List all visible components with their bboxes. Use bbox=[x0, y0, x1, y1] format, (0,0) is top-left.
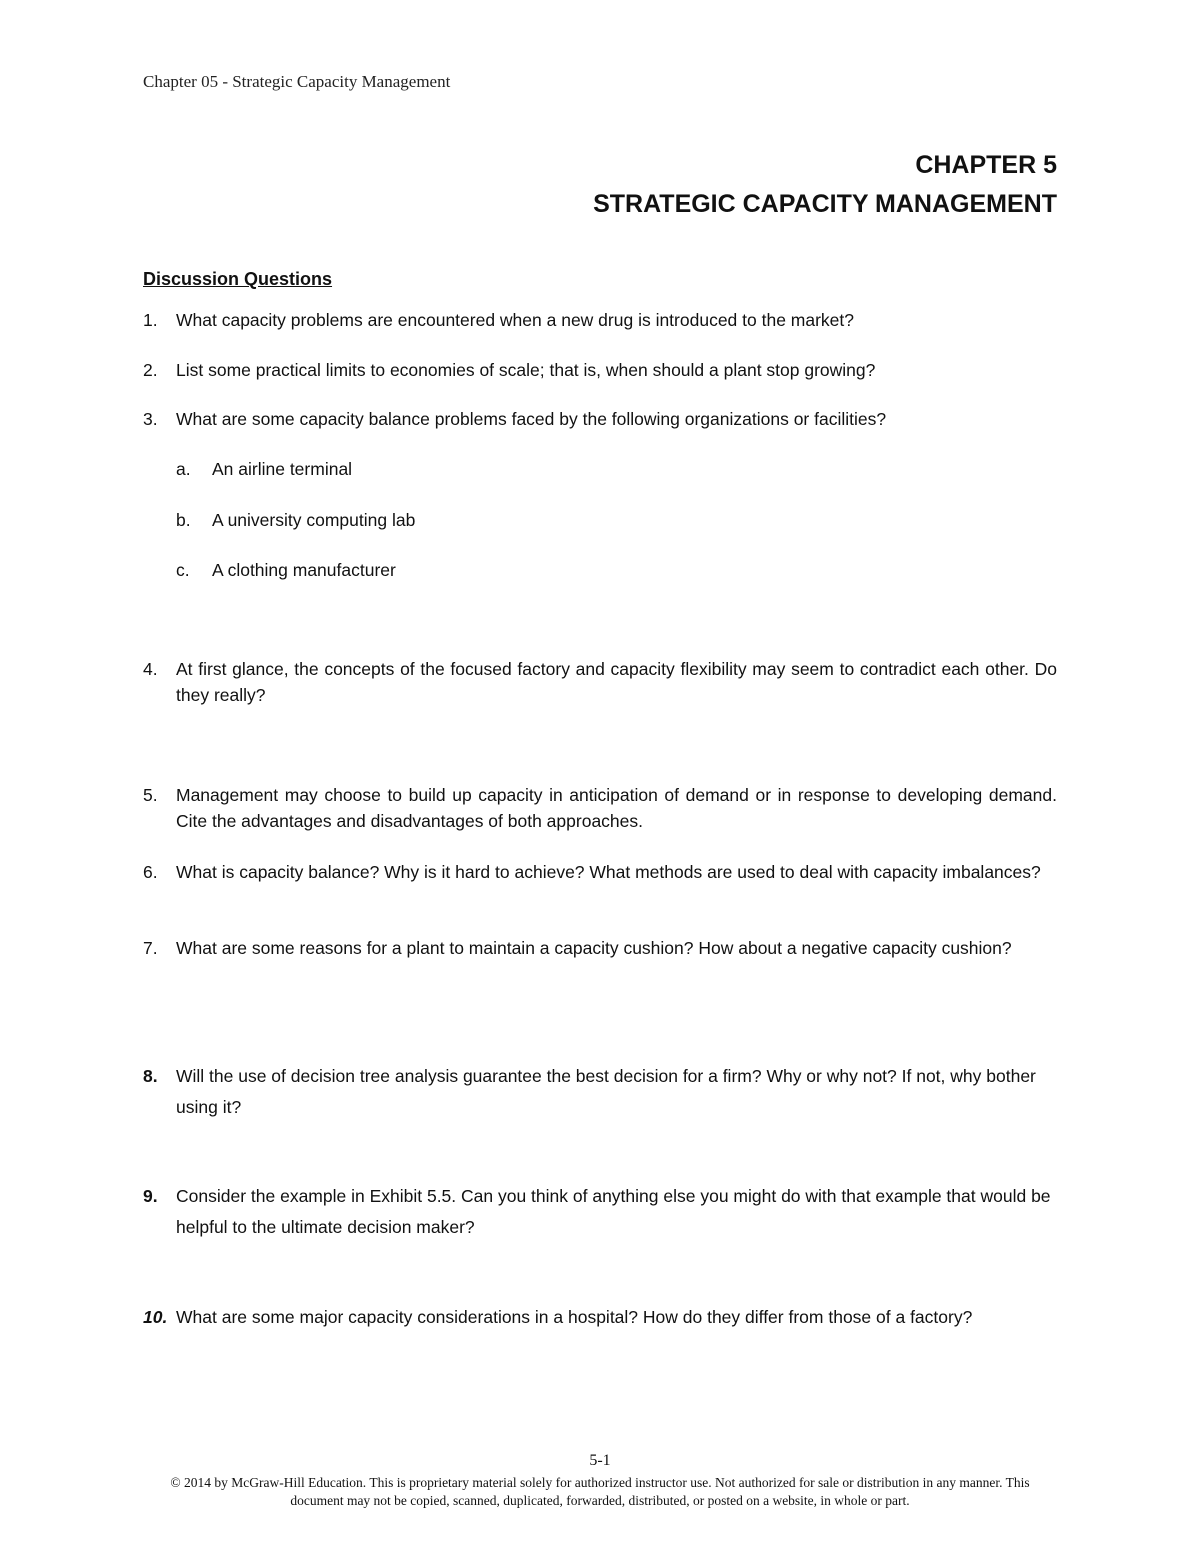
subitem-text: An airline terminal bbox=[212, 459, 353, 479]
chapter-title-block bbox=[593, 146, 1057, 224]
question-2 bbox=[143, 357, 1057, 383]
question-text: What capacity problems are encountered when a new drug is introduced to the market? bbox=[176, 310, 855, 330]
question-3 bbox=[143, 406, 1057, 432]
question-number: 1. bbox=[143, 310, 158, 330]
subitem-letter: c. bbox=[176, 560, 190, 580]
question-number: 7. bbox=[143, 938, 158, 958]
question-number: 2. bbox=[143, 360, 158, 380]
page-number: 5-1 bbox=[589, 1452, 611, 1469]
question-text: List some practical limits to economies of scale; that is, when should a plant stop growing? bbox=[176, 360, 876, 380]
section-heading: Discussion Questions bbox=[143, 269, 333, 289]
question-number: 6. bbox=[143, 862, 158, 882]
question-number: 4. bbox=[143, 659, 158, 679]
question-number: 9. bbox=[143, 1186, 158, 1206]
question-9 bbox=[143, 1181, 1057, 1243]
question-text: Management may choose to build up capacity in anticipation of demand or in response to developing demand. Cite the advantages and disadvantages of both approaches. bbox=[176, 785, 1057, 831]
question-5 bbox=[143, 782, 1057, 834]
subitem-text: A clothing manufacturer bbox=[212, 560, 396, 580]
question-7 bbox=[143, 935, 1057, 961]
question-text: What are some reasons for a plant to maintain a capacity cushion? How about a negative capacity cushion? bbox=[176, 938, 1012, 958]
subitem-a bbox=[176, 456, 352, 482]
question-number: 5. bbox=[143, 785, 158, 805]
question-8 bbox=[143, 1061, 1057, 1123]
question-text: Consider the example in Exhibit 5.5. Can you think of anything else you might do with that example that would be helpful to the ultimate decision maker? bbox=[176, 1186, 1051, 1237]
question-text: Will the use of decision tree analysis guarantee the best decision for a firm? Why or why not? If not, why bother using it? bbox=[176, 1066, 1036, 1117]
question-text: What are some major capacity considerations in a hospital? How do they differ from those of a factory? bbox=[176, 1307, 973, 1327]
question-6 bbox=[143, 859, 1057, 885]
subitem-letter: a. bbox=[176, 459, 191, 479]
subitem-text: A university computing lab bbox=[212, 510, 416, 530]
subitem-b bbox=[176, 507, 415, 533]
question-1 bbox=[143, 307, 1057, 333]
chapter-title: STRATEGIC CAPACITY MANAGEMENT bbox=[593, 190, 1057, 218]
question-text: At first glance, the concepts of the focused factory and capacity flexibility may seem to contradict each other. Do they really? bbox=[176, 659, 1057, 705]
subitem-c bbox=[176, 557, 396, 583]
question-4 bbox=[143, 656, 1057, 708]
question-10 bbox=[143, 1302, 1057, 1333]
question-number: 3. bbox=[143, 409, 158, 429]
question-text: What is capacity balance? Why is it hard to achieve? What methods are used to deal with capacity imbalances? bbox=[176, 862, 1041, 882]
running-header: Chapter 05 - Strategic Capacity Management bbox=[143, 72, 451, 91]
copyright-notice: © 2014 by McGraw-Hill Education. This is proprietary material solely for authorized instructor use. Not authorized for sale or distribution in any manner. This document may not be copied, scanned, duplicated, forwarded, distributed, or posted on a website, in whole or part. bbox=[170, 1475, 1030, 1508]
chapter-number: CHAPTER 5 bbox=[915, 151, 1057, 179]
question-number: 8. bbox=[143, 1066, 158, 1086]
question-text: What are some capacity balance problems faced by the following organizations or facilities? bbox=[176, 409, 887, 429]
subitem-letter: b. bbox=[176, 510, 191, 530]
question-number: 10. bbox=[143, 1307, 168, 1327]
